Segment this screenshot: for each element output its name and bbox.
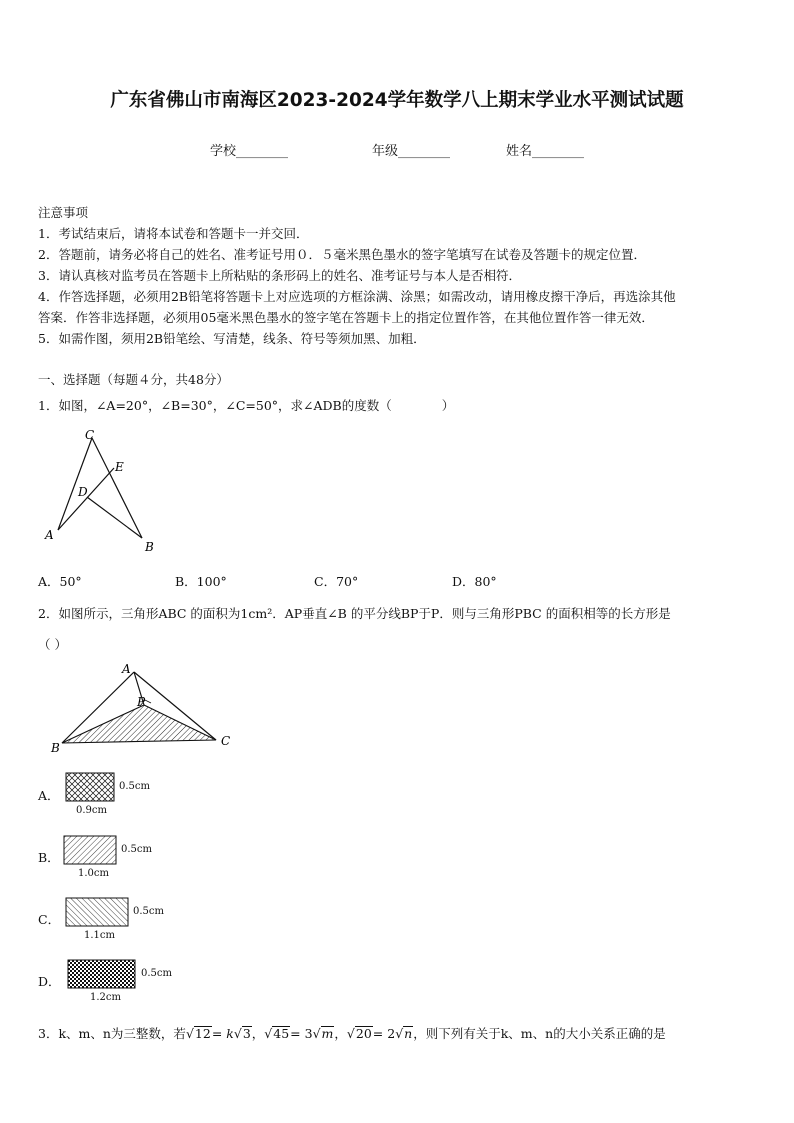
q1-option-a: A．50°: [38, 574, 82, 589]
separator: ，: [251, 1026, 265, 1041]
rect-option-c: [66, 898, 128, 926]
notice-heading: 注意事项: [38, 205, 89, 220]
q2-option-b-width: 1.0cm: [78, 868, 109, 879]
q2-triangle-figure: [48, 660, 248, 755]
sqrt-12: √12: [185, 1026, 211, 1041]
q1-triangle-figure: [38, 424, 168, 559]
radicand: m: [321, 1026, 334, 1041]
section-heading: 一、选择题（每题４分，共48分）: [38, 372, 229, 387]
label-e: E: [115, 460, 124, 474]
question-2-paren: （ ）: [38, 637, 67, 652]
label-p: P: [137, 695, 146, 709]
q2-option-d-width: 1.2cm: [90, 992, 121, 1003]
sqrt-3: √3: [233, 1026, 251, 1041]
name-field: 姓名________: [506, 144, 585, 159]
notice-item: 1．考试结束后，请将本试卷和答题卡一并交回．: [38, 226, 309, 241]
radicand: 3: [242, 1026, 251, 1041]
q2-option-b-height: 0.5cm: [121, 844, 152, 855]
label-b: B: [145, 540, 154, 554]
q2-option-c-width: 1.1cm: [84, 930, 115, 941]
label-c: C: [221, 734, 231, 748]
radicand: 12: [194, 1026, 211, 1041]
grade-field: 年级________: [372, 144, 451, 159]
q3-prefix: 3．k、m、n为三整数，若: [38, 1026, 186, 1041]
sqrt-20: √20: [346, 1026, 372, 1041]
sqrt-n: √n: [395, 1026, 413, 1041]
question-3-text: [38, 1024, 666, 1042]
notice-item: 3．请认真核对监考员在答题卡上所粘贴的条形码上的姓名、准考证号与本人是否相符．: [38, 268, 521, 283]
rect-option-b: [64, 836, 116, 864]
label-a: A: [122, 662, 131, 676]
label-b: B: [51, 741, 60, 755]
q2-option-a-letter: A．: [38, 788, 60, 803]
notice-item: 2．答题前，请务必将自己的姓名、准考证号用０．５毫米黑色墨水的签字笔填写在试卷及答题卡的规定位置．: [38, 247, 646, 262]
q2-option-d-height: 0.5cm: [141, 968, 172, 979]
radicand: 45: [273, 1026, 290, 1041]
page-title: 广东省佛山市南海区2023-2024学年数学八上期末学业水平测试试题: [110, 90, 684, 111]
q3-suffix: ，则下列有关于k、m、n的大小关系正确的是: [413, 1026, 666, 1041]
sqrt-45: √45: [264, 1026, 290, 1041]
sqrt-m: √m: [312, 1026, 334, 1041]
q2-option-c-letter: C．: [38, 912, 61, 927]
rect-option-a: [66, 773, 114, 801]
label-a: A: [45, 528, 54, 542]
notice-item: 答案．作答非选择题，必须用05毫米黑色墨水的签字笔在答题卡上的指定位置作答，在其他位置作答一律无效．: [38, 310, 654, 325]
radicand: 20: [355, 1026, 372, 1041]
q2-option-a-height: 0.5cm: [119, 781, 150, 792]
rect-option-d: [68, 960, 135, 988]
question-1-text: 1．如图，∠A=20°，∠B=30°，∠C=50°，求∠ADB的度数（ ）: [38, 398, 455, 413]
radicand: n: [404, 1026, 413, 1041]
label-c: C: [85, 428, 95, 442]
q1-option-d: D．80°: [452, 574, 497, 589]
school-field: 学校________: [210, 144, 289, 159]
q2-option-c-height: 0.5cm: [133, 906, 164, 917]
notice-item: 5．如需作图，须用2B铅笔绘、写清楚，线条、符号等须加黑、加粗．: [38, 331, 426, 346]
question-2-text: 2．如图所示，三角形ABC 的面积为1cm²．AP垂直∠B 的平分线BP于P．则与三角形PBC 的面积相等的长方形是: [38, 606, 671, 621]
equation-part: = k: [211, 1026, 234, 1041]
q2-option-a-width: 0.9cm: [76, 805, 107, 816]
equation-part: = 3: [290, 1026, 313, 1041]
notice-item: 4．作答选择题，必须用2B铅笔将答题卡上对应选项的方框涂满、涂黑；如需改动，请用橡皮擦干净后，再选涂其他: [38, 289, 676, 304]
equation-part: = 2: [372, 1026, 396, 1041]
q1-option-b: B．100°: [175, 574, 227, 589]
label-d: D: [78, 485, 88, 499]
separator: ，: [334, 1026, 347, 1041]
q1-option-c: C．70°: [314, 574, 359, 589]
q2-option-b-letter: B．: [38, 850, 60, 865]
q2-option-d-letter: D．: [38, 974, 61, 989]
